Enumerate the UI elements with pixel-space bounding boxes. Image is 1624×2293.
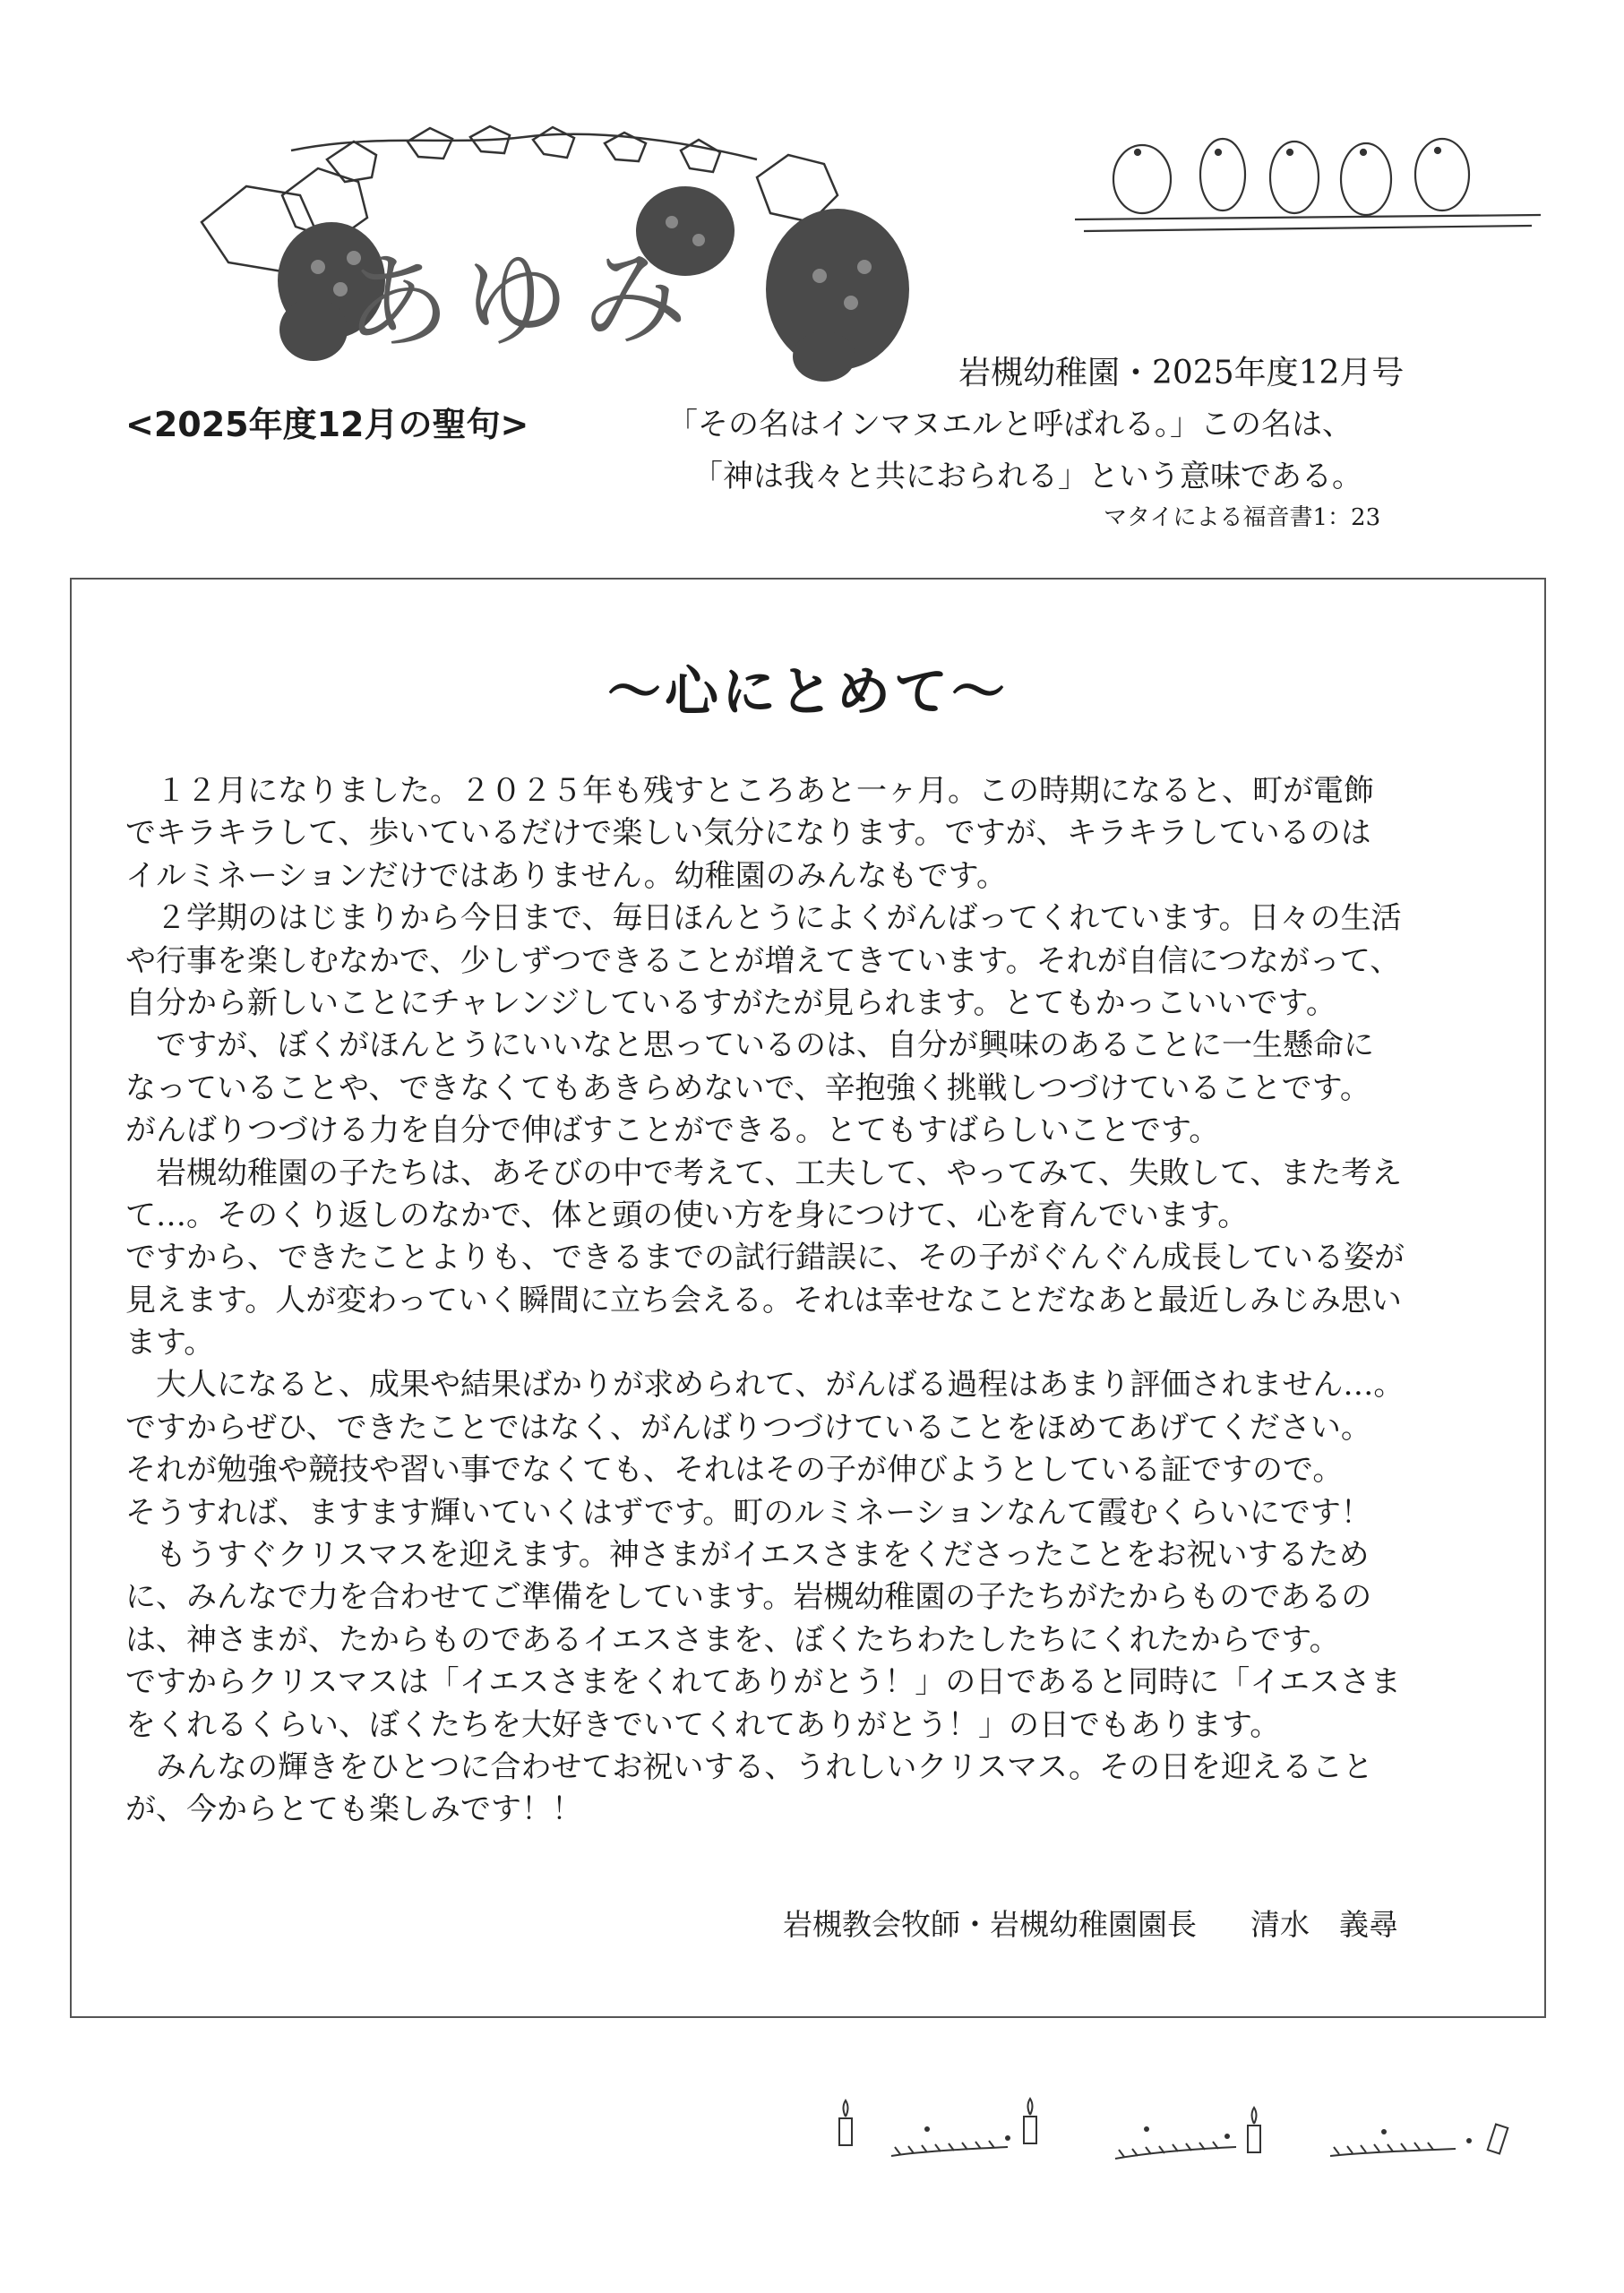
message-line: もうすぐクリスマスを迎えます。神さまがイエスさまをくださったことをお祝いするため: [125, 1537, 1370, 1574]
message-line: ます。: [125, 1325, 215, 1361]
newsletter-title: あゆみ: [344, 235, 701, 365]
message-line: ですが、ぼくがほんとうにいいなと思っているのは、自分が興味のあることに一生懸命に: [125, 1027, 1374, 1064]
message-line: ですから、できたことよりも、できるまでの試行錯誤に、その子がぐんぐん成長している姿が: [125, 1240, 1405, 1276]
message-line: て…。そのくり返しのなかで、体と頭の使い方を身につけて、心を育んでいます。: [125, 1197, 1249, 1233]
message-line: イルミネーションだけではありません。幼稚園のみんなもです。: [125, 857, 1007, 894]
message-line: でキラキラして、歩いているだけで楽しい気分になります。ですが、キラキラしているのは: [125, 815, 1371, 852]
signature: [783, 1902, 1398, 1944]
verse-text-line: 「その名はインマヌエルと呼ばれる。」この名は、: [667, 407, 1353, 442]
message-line: をくれるくらい、ぼくたちを大好きでいてくれてありがとう！」の日でもあります。: [125, 1706, 1281, 1743]
message-line: に、みんなで力を合わせてご準備をしています。岩槻幼稚園の子たちがたからものであるの: [125, 1579, 1372, 1616]
message-line: ２学期のはじまりから今日まで、毎日ほんとうによくがんばってくれています。日々の生活: [125, 900, 1402, 937]
message-line: みんなの輝きをひとつに合わせてお祝いする、うれしいクリスマス。その日を迎えること: [125, 1748, 1373, 1785]
signature-name: 清水 義尋: [1250, 1907, 1398, 1942]
message-line: それが勉強や競技や習い事でなくても、それはその子が伸びようとしている証ですので。: [125, 1452, 1344, 1489]
message-line: なっていることや、できなくてもあきらめないで、辛抱強く挑戦しつづけていることです。: [125, 1069, 1371, 1106]
message-line: 見えます。人が変わっていく瞬間に立ち会える。それは幸せなことだなあと最近しみじみ思い: [125, 1282, 1402, 1318]
issue-label: 岩槻幼稚園・2025年度12月号: [958, 355, 1405, 391]
message-body: [125, 770, 1523, 1832]
birds-illustration: [1075, 125, 1541, 251]
signature-role: 岩槻教会牧師・岩槻幼稚園園長: [783, 1907, 1197, 1942]
candle-garland-decoration: [829, 2083, 1536, 2181]
message-line: が、今からとても楽しみです！！: [125, 1791, 582, 1828]
verse-text-line: 「神は我々と共におられる」という意味である。: [692, 459, 1362, 494]
message-line: 大人になると、成果や結果ばかりが求められて、がんばる過程はあまり評価されません…。: [125, 1367, 1405, 1404]
message-line: がんばりつづける力を自分で伸ばすことができる。とてもすばらしいことです。: [125, 1112, 1220, 1149]
verse-heading: <2025年度12月の聖句>: [125, 405, 529, 444]
message-line: や行事を楽しむなかで、少しずつできることが増えてきています。それが自信につながって、: [125, 942, 1401, 979]
verse-reference: マタイによる福音書1：23: [1104, 504, 1381, 531]
message-line: 岩槻幼稚園の子たちは、あそびの中で考えて、工夫して、やってみて、失敗して、また考え: [125, 1155, 1403, 1191]
message-line: 自分から新しいことにチャレンジしているすがたが見られます。とてもかっこいいです。: [125, 984, 1336, 1021]
message-line: ですからぜひ、できたことではなく、がんばりつづけていることをほめてあげてください。: [125, 1409, 1371, 1446]
message-line: ですからクリスマスは「イエスさまをくれてありがとう！」の日であると同時に「イエスさま: [125, 1664, 1401, 1701]
message-title: ～心にとめて～: [607, 661, 1009, 724]
message-line: １２月になりました。２０２５年も残すところあと一ヶ月。この時期になると、町が電飾: [125, 773, 1374, 809]
message-line: そうすれば、ますます輝いていくはずです。町のルミネーションなんて霞むくらいにです！: [125, 1494, 1371, 1531]
message-line: は、神さまが、たからものであるイエスさまを、ぼくたちわたしたちにくれたからです。: [125, 1621, 1340, 1658]
